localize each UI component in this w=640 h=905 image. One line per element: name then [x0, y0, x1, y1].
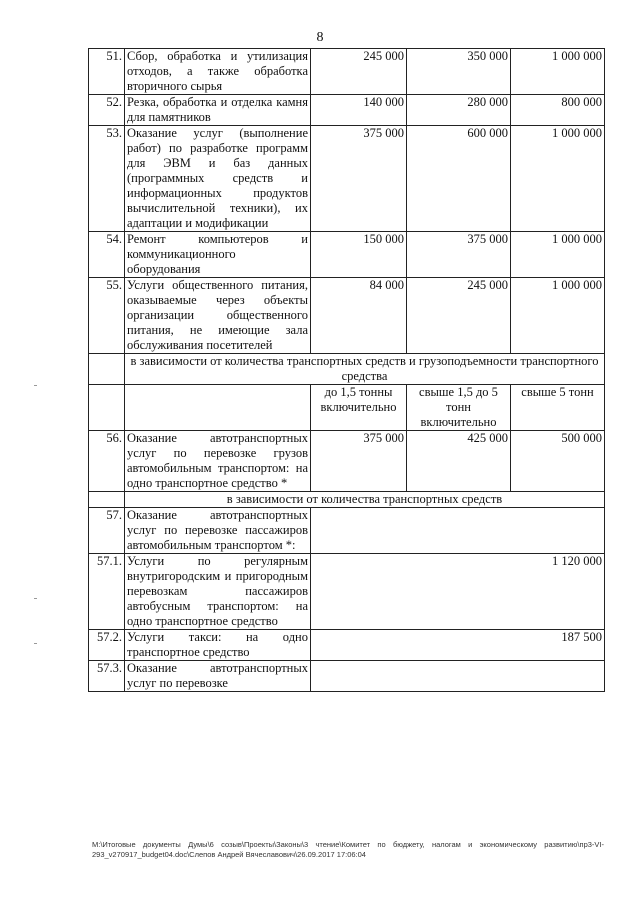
- tax-rates-table: [88, 48, 605, 692]
- value-col2: 280 000: [407, 95, 511, 126]
- value-col3: 500 000: [511, 431, 605, 492]
- column-header-1: до 1,5 тонны включительно: [311, 385, 407, 431]
- value-merged: [311, 508, 605, 554]
- scan-mark: [34, 385, 37, 386]
- value-col2: 245 000: [407, 278, 511, 354]
- row-description: Услуги по регулярным внутригородским и пригородным перевозкам пассажиров автобусным транспортом: на одно транспортное средство: [125, 554, 311, 630]
- row-number: 57.3.: [89, 661, 125, 692]
- row-number: 55.: [89, 278, 125, 354]
- empty-cell: [89, 492, 125, 508]
- section-heading-row: [89, 354, 605, 385]
- row-description: Оказание автотранспортных услуг по перевозке пассажиров автомобильным транспортом *:: [125, 508, 311, 554]
- scan-mark: [34, 643, 37, 644]
- value-col2: 600 000: [407, 126, 511, 232]
- table-row: [89, 554, 605, 630]
- empty-cell: [125, 385, 311, 431]
- row-number: 53.: [89, 126, 125, 232]
- table-row: [89, 508, 605, 554]
- table-row: [89, 630, 605, 661]
- section-heading-row: [89, 492, 605, 508]
- column-header-3: свыше 5 тонн: [511, 385, 605, 431]
- value-col1: 245 000: [311, 49, 407, 95]
- table-row: [89, 126, 605, 232]
- value-col3: 1 000 000: [511, 126, 605, 232]
- value-col3: 1 000 000: [511, 278, 605, 354]
- subheader-row: [89, 385, 605, 431]
- value-col2: 350 000: [407, 49, 511, 95]
- row-description: Оказание услуг (выполнение работ) по разработке программ для ЭВМ и баз данных (программных средств и информационных продуктов вычислительной техники), их адаптации и модификации: [125, 126, 311, 232]
- row-number: 57.: [89, 508, 125, 554]
- row-number: 52.: [89, 95, 125, 126]
- row-number: 54.: [89, 232, 125, 278]
- table-row: [89, 661, 605, 692]
- row-description: Оказание автотранспортных услуг по перевозке: [125, 661, 311, 692]
- row-number: 57.2.: [89, 630, 125, 661]
- table-row: [89, 232, 605, 278]
- table-row: [89, 49, 605, 95]
- scan-mark: [34, 598, 37, 599]
- value-merged: 187 500: [311, 630, 605, 661]
- value-col3: 1 000 000: [511, 49, 605, 95]
- table-row: [89, 278, 605, 354]
- value-merged: [311, 661, 605, 692]
- value-col3: 1 000 000: [511, 232, 605, 278]
- value-col2: 375 000: [407, 232, 511, 278]
- table-row: [89, 95, 605, 126]
- row-description: Резка, обработка и отделка камня для памятников: [125, 95, 311, 126]
- file-path-footer: М:\Итоговые документы Думы\6 созыв\Проекты\Законы\3 чтение\Комитет по бюджету, налогам и экономическому развитию\пр3-VI-293_v270917_budget04.doc\Слепов Андрей Вячеславович\26.09.2017 17:06:04: [92, 840, 604, 859]
- value-col1: 84 000: [311, 278, 407, 354]
- row-number: 51.: [89, 49, 125, 95]
- empty-cell: [89, 354, 125, 385]
- row-description: Ремонт компьютеров и коммуникационного оборудования: [125, 232, 311, 278]
- row-description: Услуги такси: на одно транспортное средство: [125, 630, 311, 661]
- table-row: [89, 431, 605, 492]
- value-col1: 140 000: [311, 95, 407, 126]
- section-heading-cargo: в зависимости от количества транспортных средств и грузоподъемности транспортного средства: [125, 354, 605, 385]
- value-merged: 1 120 000: [311, 554, 605, 630]
- row-description: Оказание автотранспортных услуг по перевозке грузов автомобильным транспортом: на одно транспортное средство *: [125, 431, 311, 492]
- value-col1: 150 000: [311, 232, 407, 278]
- row-number: 57.1.: [89, 554, 125, 630]
- section-heading-vehicles: в зависимости от количества транспортных средств: [125, 492, 605, 508]
- empty-cell: [89, 385, 125, 431]
- page-number: 8: [316, 30, 324, 45]
- column-header-2: свыше 1,5 до 5 тонн включительно: [407, 385, 511, 431]
- value-col1: 375 000: [311, 431, 407, 492]
- value-col2: 425 000: [407, 431, 511, 492]
- row-number: 56.: [89, 431, 125, 492]
- row-description: Услуги общественного питания, оказываемые через объекты организации общественного питания, не имеющие зала обслуживания посетителей: [125, 278, 311, 354]
- value-col3: 800 000: [511, 95, 605, 126]
- row-description: Сбор, обработка и утилизация отходов, а также обработка вторичного сырья: [125, 49, 311, 95]
- value-col1: 375 000: [311, 126, 407, 232]
